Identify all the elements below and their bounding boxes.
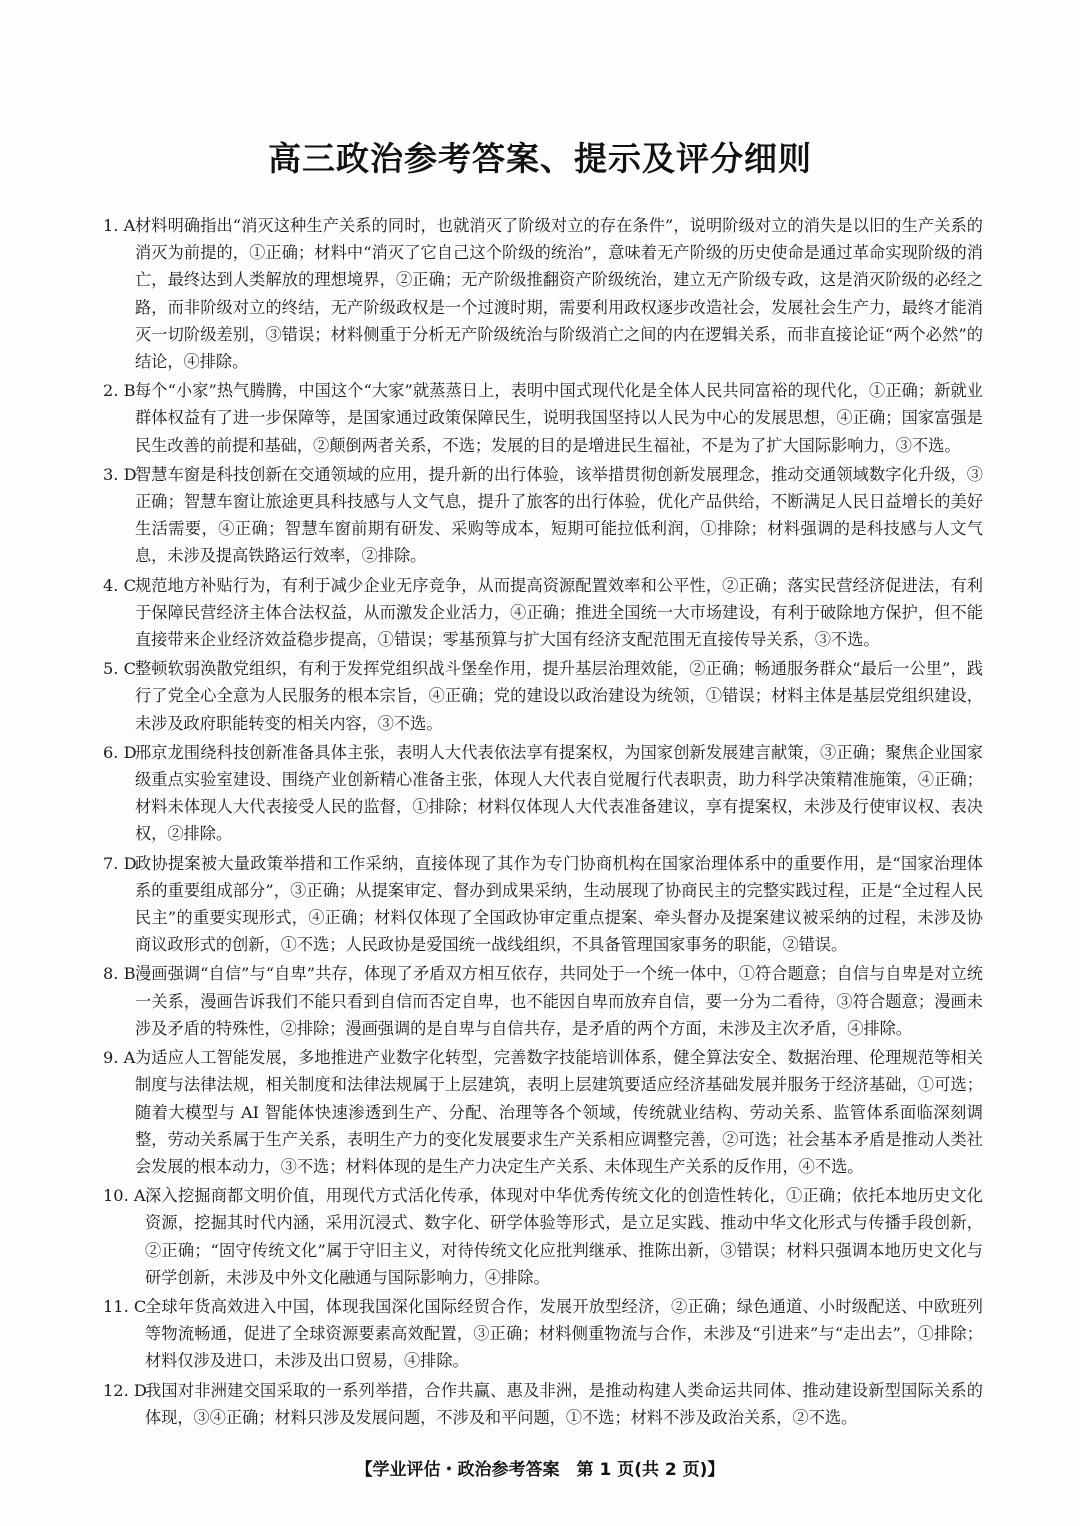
answer-explanation: 整顿软弱涣散党组织，有利于发挥党组织战斗堡垒作用，提升基层治理效能，②正确；畅通服务群众“最后一公里”，践行了党全心全意为人民服务的根本宗旨，④正确；党的建设以政治建设为统领，①错误；材料主体是基层党组织建设，未涉及政府职能转变的相关内容，③不选。 bbox=[135, 659, 983, 733]
answer-item bbox=[103, 850, 983, 959]
answer-item bbox=[103, 739, 983, 848]
answer-explanation: 每个“小家”热气腾腾，中国这个“大家”就蒸蒸日上，表明中国式现代化是全体人民共同富裕的现代化，①正确；新就业群体权益有了进一步保障等，是国家通过政策保障民生，说明我国坚持以人民为中心的发展思想，④正确；国家富强是民生改善的前提和基础，②颠倒两者关系，不选；发展的目的是增进民生福祉，不是为了扩大国际影响力，③不选。 bbox=[135, 381, 983, 455]
answer-explanation: 深入挖掘商都文明价值，用现代方式活化传承，体现对中华优秀传统文化的创造性转化，①正确；依托本地历史文化资源，挖掘其时代内涵，采用沉浸式、数字化、研学体验等形式，是立足实践、推动中华文化形式与传播手段创新，②正确；“固守传统文化”属于守旧主义，对待传统文化应批判继承、推陈出新，③错误；材料只强调本地历史文化与研学创新，未涉及中外文化融通与国际影响力，④排除。 bbox=[145, 1186, 983, 1287]
question-number: 2. B bbox=[103, 381, 136, 401]
answer-item bbox=[103, 655, 983, 737]
question-number: 6. D bbox=[103, 742, 137, 762]
question-number: 11. C bbox=[103, 1296, 147, 1316]
answer-explanation: 规范地方补贴行为，有利于减少企业无序竞争，从而提高资源配置效率和公平性，②正确；落实民营经济促进法，有利于保障民营经济主体合法权益，从而激发企业活力，④正确；推进全国统一大市场建设，有利于破除地方保护，但不能直接带来企业经济效益稳步提高，①错误；零基预算与扩大国有经济支配范围无直接传导关系，③不选。 bbox=[135, 575, 983, 650]
answer-explanation: 邢京龙围绕科技创新准备具体主张，表明人大代表依法享有提案权，为国家创新发展建言献策，③正确；聚焦企业国家级重点实验室建设、围绕产业创新精心准备主张，体现人大代表自觉履行代表职责，助力科学决策精准施策，④正确；材料未体现人大代表接受人民的监督，①排除；材料仅体现人大代表准备建议，享有提案权，未涉及行使审议权、表决权，②排除。 bbox=[135, 742, 983, 844]
answer-item bbox=[103, 1377, 983, 1431]
answer-item bbox=[103, 572, 983, 654]
answer-explanation: 为适应人工智能发展，多地推进产业数字化转型，完善数字技能培训体系，健全算法安全、数据治理、伦理规范等相关制度与法律法规，相关制度和法律法规属于上层建筑，表明上层建筑要适应经济基础发展并服务于经济基础，①可选；随着大模型与 AI 智能体快速渗透到生产、分配、治理等各个领域，传统就业结构、劳动关系、监管体系面临深刻调整，劳动关系属于生产关系，表明生产力的变化发展要求生产关系相应调整完善，②可选；社会基本矛盾是推动人类社会发展的根本动力，③不选；材料体现的是生产力决定生产关系、未体现生产关系的反作用，④不选。 bbox=[135, 1048, 983, 1176]
answer-item bbox=[103, 1182, 983, 1291]
answer-explanation: 智慧车窗是科技创新在交通领域的应用，提升新的出行体验，该举措贯彻创新发展理念，推动交通领域数字化升级，③正确；智慧车窗让旅途更具科技感与人文气息，提升了旅客的出行体验，优化产品供给，不断满足人民日益增长的美好生活需要，④正确；智慧车窗前期有研发、采购等成本，短期可能拉低利润，①排除；材料强调的是科技感与人文气息，未涉及提高铁路运行效率，②排除。 bbox=[135, 464, 983, 566]
answer-explanation: 漫画强调“自信”与“自卑”共存，体现了矛盾双方相互依存，共同处于一个统一体中，①符合题意；自信与自卑是对立统一关系，漫画告诉我们不能只看到自信而否定自卑，也不能因自卑而放弃自信，要一分为二看待，③符合题意；漫画未涉及矛盾的特殊性，②排除；漫画强调的是自卑与自信共存，是矛盾的两个方面，未涉及主次矛盾，④排除。 bbox=[135, 964, 983, 1038]
page-title: 高三政治参考答案、提示及评分细则 bbox=[268, 139, 812, 178]
answer-item bbox=[103, 960, 983, 1042]
question-number: 12. D bbox=[103, 1380, 147, 1400]
question-number: 10. A bbox=[103, 1186, 146, 1206]
question-number: 3. D bbox=[103, 464, 137, 484]
answer-item bbox=[103, 377, 983, 459]
question-number: 1. A bbox=[103, 216, 136, 235]
page-footer: 【学业评估・政治参考答案 第 1 页(共 2 页)】 bbox=[355, 1460, 725, 1480]
question-number: 9. A bbox=[103, 1048, 136, 1068]
answer-item bbox=[103, 212, 983, 375]
question-number: 5. C bbox=[103, 659, 136, 679]
question-number: 7. D bbox=[103, 853, 137, 873]
answer-item bbox=[103, 1293, 983, 1375]
answer-explanation: 全球年货高效进入中国，体现我国深化国际经贸合作，发展开放型经济，②正确；绿色通道、小时级配送、中欧班列等物流畅通，促进了全球资源要素高效配置，③正确；材料侧重物流与合作，未涉及“引进来”与“走出去”，①排除；材料仅涉及进口，未涉及出口贸易，④排除。 bbox=[145, 1296, 983, 1371]
question-number: 4. C bbox=[103, 575, 136, 595]
answer-item bbox=[103, 1044, 983, 1180]
question-number: 8. B bbox=[103, 964, 136, 984]
answer-item bbox=[103, 461, 983, 570]
answer-list bbox=[103, 212, 983, 1433]
answer-explanation: 政协提案被大量政策举措和工作采纳，直接体现了其作为专门协商机构在国家治理体系中的重要作用，是“国家治理体系的重要组成部分”，③正确；从提案审定、督办到成果采纳，生动展现了协商民主的完整实践过程，正是“全过程人民民主”的重要实现形式，④正确；材料仅体现了全国政协审定重点提案、牵头督办及提案建议被采纳的过程，未涉及协商议政形式的创新，①不选；人民政协是爱国统一战线组织，不具备管理国家事务的职能，②错误。 bbox=[135, 853, 983, 955]
answer-explanation: 材料明确指出“消灭这种生产关系的同时，也就消灭了阶级对立的存在条件”，说明阶级对立的消失是以旧的生产关系的消灭为前提的，①正确；材料中“消灭了它自己这个阶级的统治”，意味着无产阶级的历史使命是通过革命实现阶级的消亡，最终达到人类解放的理想境界，②正确；无产阶级推翻资产阶级统治，建立无产阶级专政，这是消灭阶级的必经之路，而非阶级对立的终结，无产阶级政权是一个过渡时期，需要利用政权逐步改造社会，发展社会生产力，最终才能消灭一切阶级差别，③错误；材料侧重于分析无产阶级统治与阶级消亡之间的内在逻辑关系，而非直接论证“两个必然”的结论，④排除。 bbox=[135, 216, 983, 372]
answer-explanation: 我国对非洲建交国采取的一系列举措，合作共赢、惠及非洲，是推动构建人类命运共同体、推动建设新型国际关系的体现，③④正确；材料只涉及发展问题，不涉及和平问题，①不选；材料不涉及政治关系，②不选。 bbox=[145, 1380, 983, 1427]
